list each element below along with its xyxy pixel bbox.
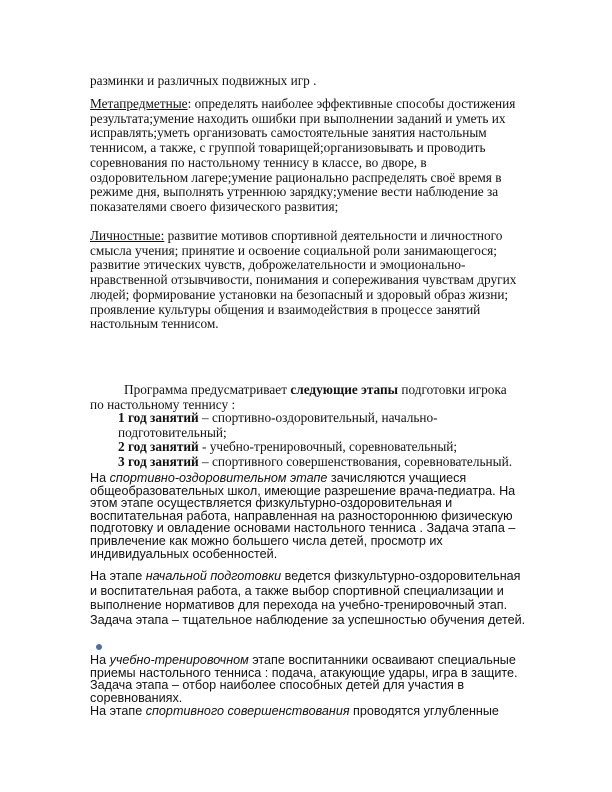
stage-training-paragraph <box>90 654 526 704</box>
stage-health-italic: спортивно-оздоровительном этапе <box>109 471 328 485</box>
list-item <box>118 440 528 455</box>
stage-mastery-paragraph <box>90 704 526 719</box>
personal-label: Личностные: <box>90 228 165 243</box>
list-item <box>118 455 528 470</box>
year-3-label: 3 год занятий <box>118 454 199 470</box>
program-line-1-bold: следующие этапы <box>290 382 399 397</box>
intro-line <box>90 74 526 89</box>
stage-training-pre: На <box>90 653 110 667</box>
stage-training-text: этапе воспитанники осваивают специальные приемы настольного тенниса : подача, атакующие удары, игра в защите. Задача этапа – отбор наиболее способных детей для участия в соревнованиях. <box>90 653 518 705</box>
stage-initial-text: ведется физкультурно-оздоровительная и воспитательная работа, а также выбор спортивной специализации и выполнение нормативов для перехода на учебно-тренировочный этап. Задача этапа – тщательное наблюдение за успешностью обучения детей. <box>90 569 526 628</box>
stage-initial-pre: На этапе <box>90 569 146 583</box>
metasubject-label: Метапредметные <box>90 96 188 111</box>
program-intro <box>90 383 530 412</box>
year-1-label: 1 год занятий <box>118 410 199 425</box>
stage-health-pre: На <box>90 471 110 485</box>
metasubject-paragraph <box>90 97 526 215</box>
year-1-text: – спортивно-оздоровительный, начально-подготовительный; <box>118 410 438 440</box>
stage-mastery-text: проводятся углубленные <box>349 704 499 718</box>
bullet-marker <box>96 644 102 650</box>
list-item <box>118 411 528 440</box>
stage-health-text: зачисляются учащиеся общеобразовательных школ, имеющие разрешение врача-педиатра. На этом этапе осуществляется физкультурно-оздоровительная и воспитательная работа, направленная на разностороннюю физическую подготовку и овладение основами настольного тенниса . Задача этапа – привлечение как можно большего числа детей, просмотр их индивидуальных особенностей. <box>90 471 516 561</box>
program-line-1-post: подготовки игрока <box>398 382 507 397</box>
personal-paragraph <box>90 229 526 332</box>
program-line-1-pre: Программа предусматривает <box>124 382 291 397</box>
intro-text: разминки и различных подвижных игр . <box>90 73 317 88</box>
program-line-1 <box>90 383 530 398</box>
program-years-list <box>118 411 528 470</box>
program-line-2-text: по настольному теннису : <box>90 396 236 412</box>
year-3-text: – спортивного совершенствования, соревновательный. <box>198 454 513 470</box>
year-2-text: - учебно-тренировочный, соревновательный; <box>198 439 458 455</box>
year-2-label: 2 год занятий <box>118 439 199 455</box>
stage-initial-italic: начальной подготовки <box>145 569 282 583</box>
metasubject-text: : определять наиболее эффективные способы достижения результата;умение находить ошибки при выполнении заданий и уметь их исправлять;уметь организовать самостоятельные занятия настольным теннисом, а также, с группой товарищей;организовывать и проводить соревнования по настольному теннису в классе, во дворе, в оздоровительном лагере;умение рационально распределять своё время в режиме дня, выполнять утреннюю зарядку;умение вести наблюдение за показателями своего физического развития; <box>90 96 516 214</box>
personal-text: развитие мотивов спортивной деятельности и личностного смысла учения; принятие и освоение социальной роли занимающегося; развитие этических чувств, доброжелательности и эмоционально-нравственной отзывчивости, понимания и сопереживания чувствам других людей; формирование установки на безопасный и здоровый образ жизни; проявление культуры общения и взаимодействия в процессе занятий настольным теннисом. <box>90 228 517 332</box>
stage-mastery-italic: спортивного совершенствования <box>145 704 350 718</box>
stage-training-italic: учебно-тренировочном <box>109 653 249 667</box>
stage-initial-paragraph <box>90 569 526 628</box>
stage-mastery-pre: На этапе <box>90 704 146 718</box>
stage-health-paragraph <box>90 472 526 560</box>
